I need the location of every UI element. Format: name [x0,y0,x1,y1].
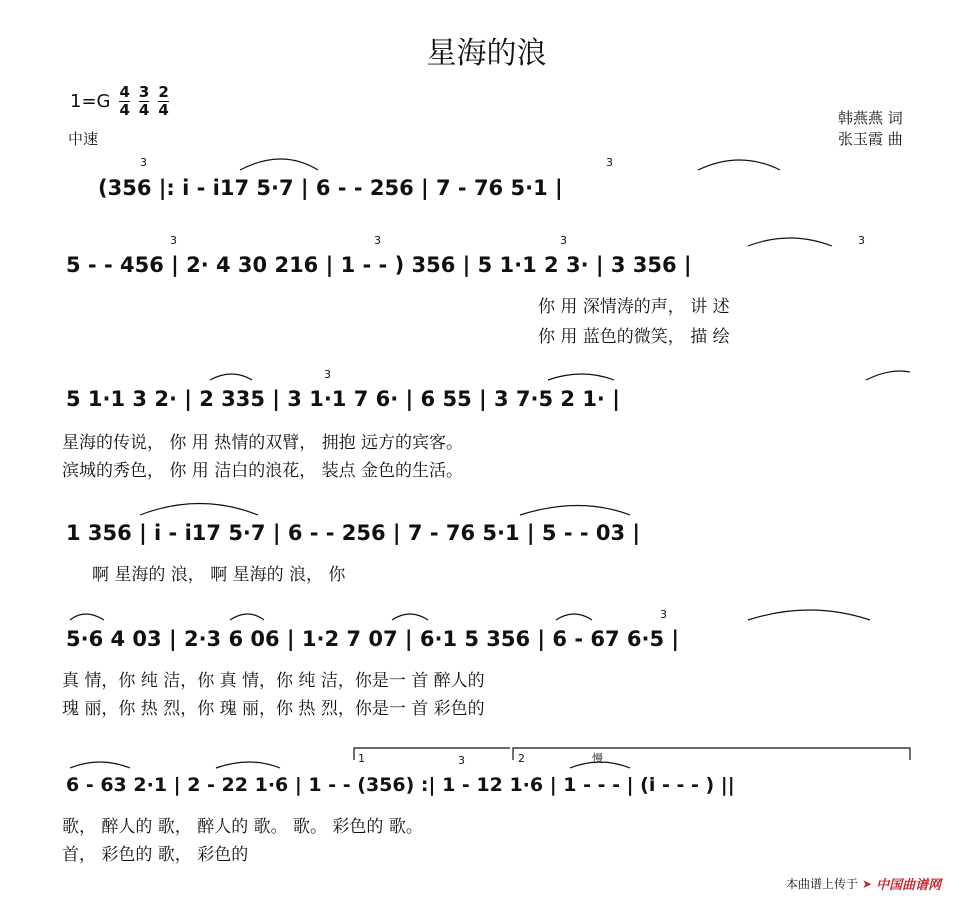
slur [548,374,614,380]
triplet-mark: 3 [660,608,667,621]
triplet-mark: 3 [858,234,865,247]
slur [70,762,130,768]
slur [520,506,630,516]
time-signature-2: $\frac{3}{4}$ [138,83,150,119]
volta-number-2: 2 [518,752,525,765]
notation-line: 1 356 | i - i17 5·7 | 6 - - 256 | 7 - 76 5·1 | 5 - - 03 | [66,521,641,545]
notation-line: 5 1·1 3 2· | 2 335 | 3 1·1 7 6· | 6 55 | 3 7·5 2 1· | [66,387,620,411]
slur [230,614,264,620]
notation-line: 5 - - 456 | 2· 4 30 216 | 1 - - ) 356 | 5 1·1 2 3· | 3 356 | [66,253,692,277]
lyric-line: 啊 星海的 浪， 啊 星海的 浪， 你 [92,565,346,585]
triplet-mark: 3 [606,156,613,169]
triplet-mark: 3 [374,234,381,247]
time-signature-3: $\frac{2}{4}$ [158,83,169,119]
lyric-line: 滨城的秀色， 你 用 洁白的浪花， 装点 金色的生活。 [62,461,464,481]
triplet-mark: 3 [560,234,567,247]
slur [70,614,104,620]
slur [140,504,258,516]
slur [556,614,592,620]
site-logo-icon: ➤ [862,876,873,891]
triplet-mark: 3 [140,156,147,169]
site-name: 中国曲谱网 [876,878,942,893]
volta-number-1: 1 [358,752,365,765]
notation-line: 5·6 4 03 | 2·3 6 06 | 1·2 7 07 | 6·1 5 356 | 6 - 67 6·5 | [66,627,680,651]
triplet-mark: 3 [324,368,331,381]
slur [240,159,318,170]
notation-line: 6 - 63 2·1 | 2 - 22 1·6 | 1 - - (356) :| 1 - 12 1·6 | 1 - - - | (i - - - ) || [66,774,735,796]
lyric-line: 真 情，你 纯 洁，你 真 情，你 纯 洁，你是一 首 醉人的 [62,671,485,691]
slur [748,238,832,246]
slur [698,160,780,170]
upload-text: 本曲谱上传于 [786,877,859,891]
lyricist-credit: 韩燕燕 词 [838,109,903,127]
notation-line: (356 |: i - i17 5·7 | 6 - - 256 | 7 - 76 5·1 | [98,176,563,200]
triplet-mark: 3 [170,234,177,247]
slur [216,762,280,768]
key-label: 1=G [70,91,111,112]
lyric-line: 瑰 丽，你 热 烈，你 瑰 丽，你 热 烈，你是一 首 彩色的 [62,699,485,719]
lyric-line: 歌， 醉人的 歌， 醉人的 歌。 歌。 彩色的 歌。 [62,817,423,837]
slur [748,610,870,620]
time-signature-1: $\frac{4}{4}$ [119,83,130,119]
song-title: 星海的浪 [426,36,547,71]
volta-bracket-1 [354,748,510,760]
slur [210,374,252,380]
tempo-marking: 中速 [68,130,99,148]
composer-credit: 张玉霞 曲 [838,130,903,148]
volta-bracket-2 [513,748,910,760]
footer [786,874,941,893]
lyric-line: 星海的传说， 你 用 热情的双臂， 拥抱 远方的宾客。 [62,433,464,453]
lyric-line: 你 用 蓝色的微笑， 描 绘 [538,327,730,347]
lyric-line: 你 用 深情涛的声， 讲 述 [538,297,730,317]
triplet-mark: 3 [458,754,465,767]
lyric-line: 首， 彩色的 歌， 彩色的 [62,845,249,865]
slur [866,371,910,380]
slow-mark: 慢 [592,752,603,765]
slur [392,614,428,620]
